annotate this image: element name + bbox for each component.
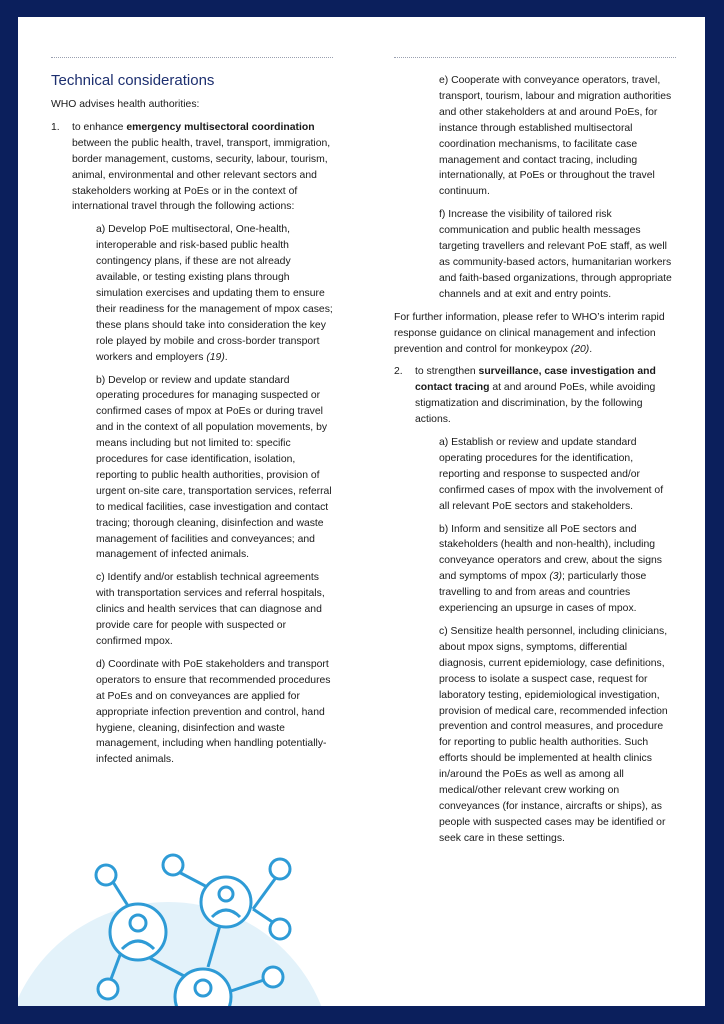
item2-sub-b-end: ; particularly those travelling to and from areas and countries experiencing an upsurge in cases of mpox. bbox=[439, 571, 647, 615]
list-item-1 bbox=[51, 120, 333, 215]
item1-sub-a bbox=[51, 222, 333, 365]
network-node-small bbox=[163, 855, 183, 875]
list-number-1: 1. bbox=[51, 121, 60, 133]
network-node-small bbox=[270, 859, 290, 879]
further-info-ref: (20) bbox=[570, 343, 590, 355]
item1-sub-a-end: . bbox=[224, 351, 228, 363]
item2-sub-a: a) Establish or review and update standard operating procedures for the identification, reporting and response to suspected and/or confirmed cases of mpox with the involvement of all relevant PoE sectors and stakeholders. bbox=[439, 437, 664, 512]
item1-sub-c: c) Identify and/or establish technical agreements with transportation services and referral hospitals, clinics and health services that can diagnose and provide care for people with suspected or confirmed mpox. bbox=[96, 572, 325, 647]
network-node-small bbox=[263, 967, 283, 987]
network-node-small bbox=[96, 865, 116, 885]
further-info-text: For further information, please refer to WHO’s interim rapid response guidance on clinical management and infection prevention and control for monkeypox bbox=[394, 311, 665, 355]
intro-text: WHO advises health authorities: bbox=[51, 99, 200, 110]
top-divider-left bbox=[51, 57, 333, 58]
item1-post: between the public health, travel, transport, immigration, border management, customs, security, labour, tourism, animal, environmental and other relevant sectors and stakeholders working at PoEs or in the context of international travel through the following actions: bbox=[72, 137, 331, 213]
item1-bold: emergency multisectoral coordination bbox=[126, 121, 315, 133]
further-info bbox=[394, 310, 676, 358]
top-divider-right bbox=[394, 57, 676, 58]
right-column bbox=[394, 71, 676, 854]
item1-sub-b: b) Develop or review and update standard operating procedures for managing suspected or confirmed cases of mpox at PoEs or during travel and in the context of all population movements, by means including but not limited to: specific procedures for case identification, isolation, reporting to public health authorities, provision of urgent on-site care, transportation services, referral to medical facilities, case investigation and contact tracing; thorough cleaning, disinfection and waste management of facilities and conveyances; and management of infected animals. bbox=[96, 374, 332, 561]
document-page bbox=[18, 17, 705, 1006]
item1-pre: to enhance bbox=[72, 121, 127, 133]
item2-sub-b-ref: (3) bbox=[549, 571, 563, 583]
item2-sub-b bbox=[394, 522, 676, 617]
left-column bbox=[51, 71, 333, 775]
item1-sub-e: e) Cooperate with conveyance operators, travel, transport, tourism, labour and migration authorities and other stakeholders at and around PoEs, for instance through established multisectoral coordination mechanisms, to facilitate case management and contact tracing, including internationally, at PoEs or throughout the travel continuum. bbox=[439, 75, 672, 198]
item1-sub-f: f) Increase the visibility of tailored risk communication and public health messages targeting travellers and relevant PoE staff, as well as community-based actors, humanitarian workers and faith-based organizations, through appropriate channels and at exit and entry points. bbox=[439, 209, 672, 300]
item1-sub-a-ref: (19) bbox=[206, 351, 225, 363]
section-title: Technical considerations bbox=[51, 72, 215, 89]
item2-sub-c: c) Sensitize health personnel, including clinicians, about mpox signs, symptoms, differential diagnosis, current epidemiology, case definitions, process to isolate a suspect case, request for laboratory testing, epidemiological investigation, provision of medical care, recommended infection prevention and control measures, and procedure for reporting to public health authorities. Such efforts should be implemented at health clinics in/around the PoEs as well as among all medical/other relevant crew working on conveyances (for instance, aircrafts or ships), as people with suspected cases may be identified or seek care in these settings. bbox=[439, 626, 668, 844]
network-node-small bbox=[270, 919, 290, 939]
network-node-small bbox=[98, 979, 118, 999]
list-item-2 bbox=[394, 364, 676, 428]
further-info-end: . bbox=[589, 343, 593, 355]
item2-pre: to strengthen bbox=[415, 366, 479, 378]
item1-sub-a-text: a) Develop PoE multisectoral, One-health, interoperable and risk-based public health contingency plans, if these are not already available, or testing existing plans through simulation exercises and updating them to ensure their readiness for the management of mpox cases; these plans should take into consideration the key role played by mobile and cross-border transport workers and employers bbox=[96, 224, 333, 363]
item2-post: at and around PoEs, while avoiding stigmatization and discrimination, by the following actions. bbox=[415, 382, 656, 426]
item2-bold: surveillance, case investigation and contact tracing bbox=[415, 366, 656, 394]
people-network-illustration bbox=[18, 837, 348, 1006]
item1-sub-d: d) Coordinate with PoE stakeholders and transport operators to ensure that recommended procedures at PoEs and on conveyances are applied for appropriate infection prevention and control, hand hygiene, cleaning, disinfection and waste management, including when handling potentially-infected animals. bbox=[96, 658, 331, 766]
item2-sub-b-text: b) Inform and sensitize all PoE sectors and stakeholders (health and non-health), including conveyance operators and crew, about the signs and symptoms of mpox bbox=[439, 523, 662, 583]
list-number-2: 2. bbox=[394, 366, 403, 378]
